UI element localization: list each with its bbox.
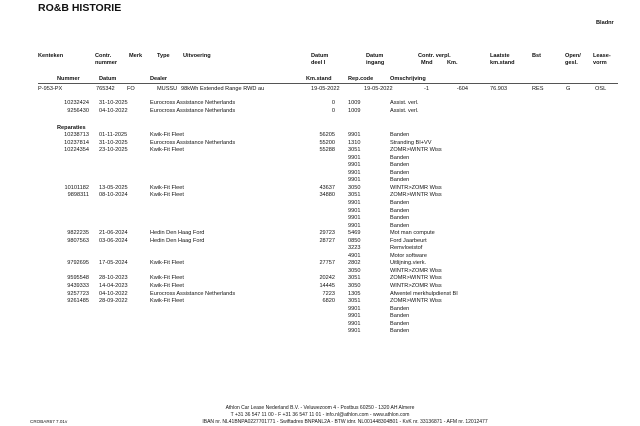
document-title: RO&B HISTORIE [38, 2, 122, 14]
row-datum: 14-04-2023 [99, 283, 128, 289]
row-repcode: 9901 [348, 177, 361, 184]
row-nummer: 10224354 [64, 147, 89, 154]
row-omschrijving: Ford Jaarbeurt [390, 237, 427, 244]
row-repcode: 9901 [348, 132, 361, 138]
row-omschrijving: Assist. verl. [390, 100, 419, 106]
row-dealer: Kwik-Fit Fleet [150, 147, 184, 154]
row-kmstand: 0 [331, 100, 335, 106]
row-omschrijving: ZOMR>WINTR Wiss [390, 298, 442, 305]
col-repcode: Rep.code [348, 76, 374, 82]
report-code: CROBAR67 7.01v [30, 419, 68, 424]
row-kmstand: 55200 [319, 139, 335, 146]
row-omschrijving: Banden [390, 222, 410, 229]
row-omschrijving: Banden [390, 320, 410, 327]
row-repcode: 1305 [348, 290, 361, 297]
col-kenteken: Kenteken [38, 53, 64, 59]
row-omschrijving: Uitlijning.vierk. [390, 260, 427, 267]
col-datum-deel: Datum deel I [311, 53, 329, 66]
row-kmstand: 28727 [319, 237, 335, 244]
row-omschrijving: ZOMR>WINTR Wiss [390, 192, 442, 199]
row-omschrijving: WINTR>ZOMR Wiss [390, 267, 442, 274]
col-km: Km. [447, 60, 458, 66]
row-nummer: 10101182 [64, 184, 89, 191]
row-omschrijving: Banden [390, 177, 410, 184]
row-repcode: 9901 [348, 313, 361, 320]
row-repcode: 3051 [348, 192, 361, 199]
col-lease-vorm: Lease- vorm [593, 53, 611, 66]
row-datum: 23-10-2025 [99, 147, 128, 154]
row-nummer: 9792695 [67, 260, 89, 267]
row-dealer: Kwik-Fit Fleet [150, 132, 184, 138]
row-kmstand: 56205 [319, 132, 335, 138]
row-nummer: 9807563 [67, 237, 89, 244]
row-omschrijving: Banden [390, 199, 410, 206]
row-repcode: 2802 [348, 260, 361, 267]
section-reparaties-heading: Reparaties [57, 125, 86, 131]
row-kmstand: 20242 [319, 275, 335, 282]
row-repcode: 9901 [348, 305, 361, 312]
vehicle-contract: 765342 [96, 86, 115, 92]
vehicle-merk: FO [127, 86, 135, 92]
row-nummer: 9595548 [67, 275, 89, 282]
row-nummer: 10232424 [64, 100, 89, 106]
row-dealer: Eurocross Assistance Netherlands [150, 100, 236, 106]
row-repcode: 1310 [348, 139, 361, 146]
row-nummer: 9256430 [67, 108, 89, 114]
row-dealer: Kwik-Fit Fleet [150, 275, 184, 282]
row-omschrijving: Banden [390, 215, 410, 222]
row-repcode: 3223 [348, 245, 361, 252]
footer-bank-info: IBAN nr. NL41BNPA0227701771 - Swiftadres BNPANL2A - BTW idnr. NL001448304B01 - KvK nr. 33136871 - AFM nr. 12012477 [202, 419, 488, 425]
col-kmstand: Km.stand [306, 76, 332, 82]
row-dealer: Hedin Den Haag Ford [150, 230, 205, 237]
row-repcode: 3050 [348, 184, 361, 191]
row-repcode: 9901 [348, 222, 361, 229]
row-datum: 28-09-2022 [99, 298, 128, 305]
row-dealer: Kwik-Fit Fleet [150, 298, 184, 305]
row-repcode: 1009 [348, 108, 361, 114]
row-omschrijving: Motor software [390, 252, 427, 259]
row-omschrijving: Banden [390, 162, 410, 169]
row-repcode: 9901 [348, 154, 361, 161]
row-nummer: 10237814 [64, 139, 89, 146]
row-omschrijving: Remvloeistof [390, 245, 423, 252]
col-contr-nummer: Contr. nummer [95, 53, 118, 66]
row-repcode: 9901 [348, 328, 361, 335]
row-datum: 01-11-2025 [99, 132, 128, 138]
col-bst: Bst [532, 53, 542, 59]
row-repcode: 9901 [348, 199, 361, 206]
col-dealer: Dealer [150, 76, 168, 82]
row-kmstand: 14445 [319, 283, 335, 289]
row-kmstand: 6820 [322, 298, 335, 305]
col-merk: Merk [129, 53, 143, 59]
row-dealer: Kwik-Fit Fleet [150, 184, 184, 191]
row-datum: 28-10-2023 [99, 275, 128, 282]
header-divider [38, 83, 618, 84]
vehicle-mnd: -1 [424, 86, 429, 92]
row-nummer: 10238713 [64, 132, 89, 138]
row-dealer: Kwik-Fit Fleet [150, 192, 184, 199]
row-datum: 31-10-2025 [99, 139, 128, 146]
row-omschrijving: Banden [390, 313, 410, 320]
col-contr-verpl: Contr. verpl. [418, 53, 451, 59]
row-kmstand: 43637 [319, 184, 335, 191]
row-datum: 08-10-2024 [99, 192, 128, 199]
row-dealer: Kwik-Fit Fleet [150, 260, 184, 267]
row-datum: 17-05-2024 [99, 260, 128, 267]
row-kmstand: 7223 [322, 290, 335, 297]
row-omschrijving: WINTR>ZOMR Wiss [390, 283, 442, 289]
row-repcode: 3051 [348, 147, 361, 154]
vehicle-laatste-km: 76.903 [490, 86, 508, 92]
row-kmstand: 34880 [319, 192, 335, 199]
col-open-gesl: Open/ gesl. [565, 53, 581, 66]
row-datum: 03-06-2024 [99, 237, 128, 244]
row-repcode: 3050 [348, 283, 361, 289]
row-nummer: 9261485 [67, 298, 89, 305]
row-repcode: 3051 [348, 298, 361, 305]
col-uitvoering: Uitvoering [183, 53, 211, 59]
row-omschrijving: Banden [390, 154, 410, 161]
row-repcode: 9901 [348, 162, 361, 169]
page-number-label: Bladnr [596, 20, 614, 26]
row-omschrijving: Mot man compute [390, 230, 435, 237]
row-dealer: Eurocross Assistance Netherlands [150, 290, 236, 297]
row-omschrijving: Banden [390, 132, 410, 138]
row-datum: 04-10-2022 [99, 290, 128, 297]
row-repcode: 5469 [348, 230, 361, 237]
row-omschrijving: Stranding BI+VV [390, 139, 432, 146]
row-nummer: 9898311 [67, 192, 89, 199]
col-mnd: Mnd [421, 60, 433, 66]
row-datum: 13-05-2025 [99, 184, 128, 191]
vehicle-datum-deel: 19-05-2022 [311, 86, 340, 92]
row-repcode: 9901 [348, 169, 361, 176]
row-nummer: 9439333 [67, 283, 89, 289]
vehicle-km: -604 [456, 86, 468, 92]
row-repcode: 9901 [348, 207, 361, 214]
row-repcode: 9901 [348, 320, 361, 327]
vehicle-type: MUSSU [157, 86, 178, 92]
row-omschrijving: ZOMR>WINTR Wiss [390, 275, 442, 282]
row-repcode: 9901 [348, 215, 361, 222]
row-datum: 31-10-2025 [99, 100, 128, 106]
col-datum: Datum [99, 76, 117, 82]
row-kmstand: 55288 [319, 147, 335, 154]
vehicle-datum-ingang: 19-05-2022 [364, 86, 393, 92]
row-repcode: 4901 [348, 252, 361, 259]
row-repcode: 1009 [348, 100, 361, 106]
vehicle-bst: RES [532, 86, 544, 92]
vehicle-open: G [566, 86, 571, 92]
row-omschrijving: Afwentel merkhulpdienst BI [390, 290, 458, 297]
row-repcode: 3050 [348, 267, 361, 274]
row-kmstand: 27757 [319, 260, 335, 267]
vehicle-uitvoering: 98kWh Extended Range RWD au [181, 86, 265, 92]
row-dealer: Eurocross Assistance Netherlands [150, 139, 236, 146]
row-datum: 21-06-2024 [99, 230, 128, 237]
row-omschrijving: Banden [390, 207, 410, 214]
row-dealer: Hedin Den Haag Ford [150, 237, 205, 244]
row-dealer: Eurocross Assistance Netherlands [150, 108, 236, 114]
col-omschrijving: Omschrijving [390, 76, 426, 82]
vehicle-lease: OSL [595, 86, 607, 92]
row-omschrijving: Assist. verl. [390, 108, 419, 114]
footer-address: Athlon Car Lease Nederland B.V. - Veluwezoom 4 - Postbus 60250 - 1320 AH Almere [225, 405, 415, 411]
row-nummer: 9257723 [67, 290, 89, 297]
row-kmstand: 0 [331, 108, 335, 114]
row-nummer: 9822235 [67, 230, 89, 237]
row-omschrijving: ZOMR>WINTR Wiss [390, 147, 442, 154]
row-omschrijving: Banden [390, 169, 410, 176]
row-omschrijving: Banden [390, 305, 410, 312]
row-omschrijving: WINTR>ZOMR Wiss [390, 184, 442, 191]
row-omschrijving: Banden [390, 328, 410, 335]
row-repcode: 0850 [348, 237, 361, 244]
vehicle-kenteken: P-953-PX [38, 86, 63, 92]
col-datum-ingang: Datum ingang [366, 53, 385, 66]
footer-contact: T +31 36 547 11 00 - F +31 36 547 11 01 - info.nl@athlon.com - www.athlon.com [230, 412, 410, 418]
row-kmstand: 29723 [319, 230, 335, 237]
col-type: Type [157, 53, 170, 59]
row-dealer: Kwik-Fit Fleet [150, 283, 184, 289]
row-repcode: 3051 [348, 275, 361, 282]
row-datum: 04-10-2022 [99, 108, 128, 114]
col-laatste-kmstand: Laatste km.stand [490, 53, 515, 66]
col-nummer: Nummer [57, 76, 80, 82]
